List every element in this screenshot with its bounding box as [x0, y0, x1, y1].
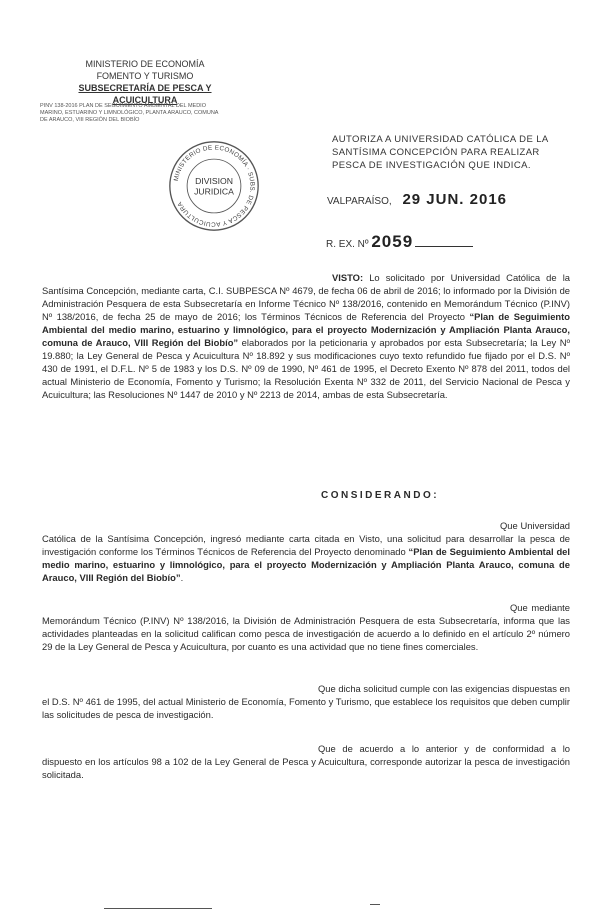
visto-text-b: elaborados por la peticionaria y aprobados por esta Subsecretaría; la Ley Nº 19.880; la Ley General de Pesca y Acuicultura Nº 18.892 y sus modificaciones cuyo texto refundido fue fijado por el D.S. Nº 430 de 1991, el D.F.L. Nº 5 de 1983 y los D.S. Nº 09 de 1990, Nº 461 de 1995, el Decreto Exento Nº 878 del 2011, todos del actual Ministerio de Economía, Fomento y Turismo; la Resolución Exenta Nº 332 de 2011, del Servicio Nacional de Pesca y Acuicultura; las Resoluciones Nº 1447 de 2010 y Nº 2213 de 2014, ambas de esta Subsecretaría.	[42, 337, 571, 400]
considerando-1-end: .	[180, 572, 184, 583]
considerando-1-project-name: “Plan de Seguimiento Ambiental del medio marino, estuarino y limnológico, para el proyecto Modernización y Ampliación Planta Arauco, comuna de Arauco, VIII Región del Biobío”	[42, 546, 570, 583]
stamp-center-line2: JURIDICA	[194, 186, 234, 197]
document-title: AUTORIZA A UNIVERSIDAD CATÓLICA DE LA SANTÍSIMA CONCEPCIÓN PARA REALIZAR PESCA DE INVESTIGACIÓN QUE INDICA.	[332, 134, 549, 171]
resolution-number-row	[326, 232, 473, 252]
ministry-header	[60, 58, 230, 106]
rex-number: 2059	[371, 232, 414, 251]
footer-mark	[370, 904, 380, 905]
footer-rule	[104, 908, 212, 909]
visto-paragraph	[42, 271, 570, 401]
ministry-name: MINISTERIO DE ECONOMÍA	[85, 59, 205, 69]
stamp-ring-text: MINISTERIO DE ECONOMÍA · SUBS. DE PESCA Y ACUICULTURA	[172, 144, 256, 228]
reference-line: PINV 138-2016 PLAN DE SEGUIMIENTO AMBIENTAL DEL MEDIO	[40, 103, 206, 109]
considerando-paragraph-3: Que dicha solicitud cumple con las exigencias dispuestas en el D.S. Nº 461 de 1995, del actual Ministerio de Economía, Fomento y Turismo, que establece los requisitos que deben cumplir las solicitudes de pesca de investigación.	[42, 683, 570, 720]
division-juridica-stamp	[166, 138, 262, 234]
subsecretaria-name: SUBSECRETARÍA DE PESCA Y ACUICULTURA	[78, 83, 212, 105]
considerando-1-text: Que Universidad Católica de la Santísima Concepción, ingresó mediante carta citada en Visto, una solicitud para desarrollar la pesca de investigación conforme los Términos Técnicos de Referencia del Proyecto denominado	[42, 520, 570, 557]
stamp-center-line1: DIVISION	[195, 176, 233, 187]
considerando-paragraph-4: Que de acuerdo a lo anterior y de conformidad a lo dispuesto en los artículos 98 a 102 de la Ley General de Pesca y Acuicultura, corresponde autorizar la pesca de investigación solicitada.	[42, 743, 570, 780]
reference-line: MARINO, ESTUARINO Y LIMNOLÓGICO, PLANTA ARAUCO, COMUNA	[40, 110, 219, 116]
considerando-paragraph-2: Que mediante Memorándum Técnico (P.INV) Nº 138/2016, la División de Administración Pesquera de esta Subsecretaría, informa que las actividades planteadas en la solicitud califican como pesca de investigación de acuerdo a lo definido en el artículo 2º número 29 de la Ley General de Pesca y Acuicultura, por cuanto es una actividad que no tiene fines comerciales.	[42, 602, 570, 652]
reference-line: DE ARAUCO, VIII REGIÓN DEL BIOBÍO	[40, 117, 140, 123]
visto-label: VISTO:	[332, 272, 364, 283]
ministry-subtitle: FOMENTO Y TURISMO	[96, 71, 194, 81]
place-label: VALPARAÍSO,	[327, 196, 392, 207]
visto-project-name: “Plan de Seguimiento Ambiental del medio marino, estuarino y limnológico, para el proyecto Modernización y Ampliación Planta Arauco, comuna de Arauco, VIII Región del Biobío”	[42, 311, 571, 348]
considerando-heading: CONSIDERANDO:	[321, 490, 440, 501]
document-date: 29 JUN. 2016	[402, 191, 508, 208]
rex-underline	[415, 246, 473, 247]
date-row	[327, 191, 507, 208]
reference-block	[40, 103, 280, 124]
rex-label: R. EX. Nº	[326, 239, 369, 250]
considerando-paragraph-1	[42, 519, 570, 584]
visto-text-a: Lo solicitado por Universidad Católica de la Santísima Concepción, mediante carta, C.I. SUBPESCA Nº 4679, de fecha 06 de abril de 2016; lo informado por la División de Administración Pesquera de esta Subsecretaría en Informe Técnico Nº 138/2016, contenido en Memorándum Técnico (P.INV) Nº 138/2016, de fecha 25 de mayo de 2016; los Términos Técnicos de Referencia del Proyecto	[42, 272, 570, 322]
